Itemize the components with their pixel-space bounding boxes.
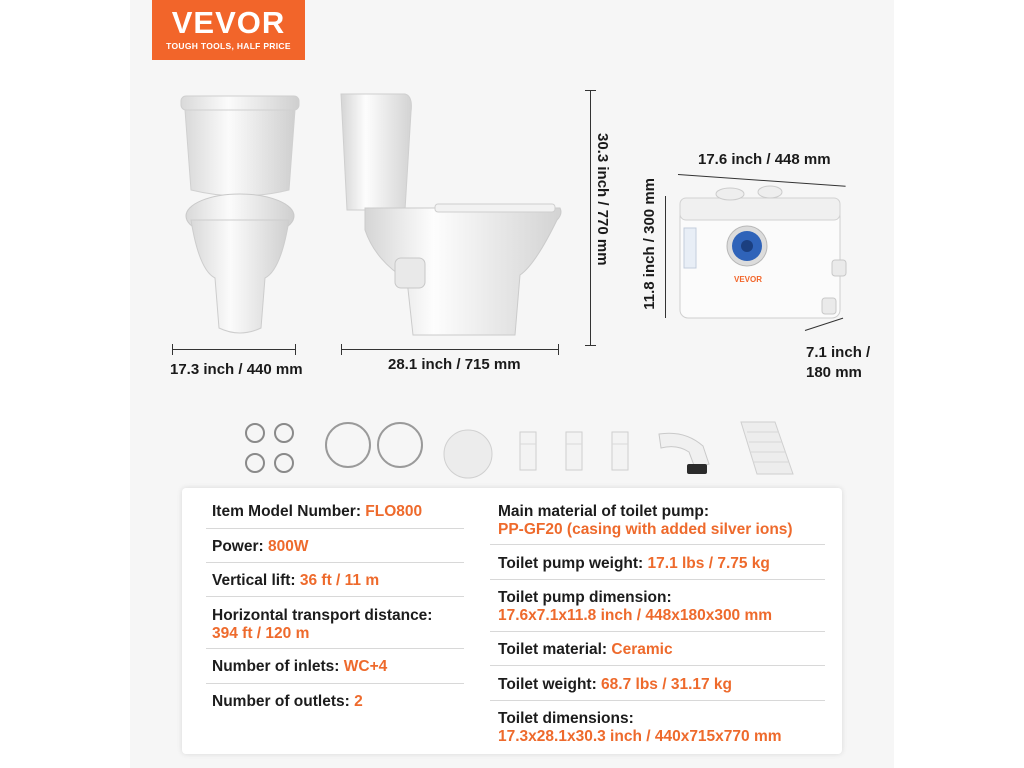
spec-value: WC+4 [343,658,388,675]
divider [490,544,825,545]
spec-label: Horizontal transport distance: [212,607,433,624]
brand-name: VEVOR [171,5,286,40]
spec-power [212,538,308,556]
pipe-adapters-image [512,430,642,474]
side-depth-tick-left [341,344,342,355]
flexible-hose-image [735,416,797,478]
spec-pump-material [498,503,793,539]
brand-tagline: TOUGH TOOLS, HALF PRICE [166,41,291,51]
divider [206,648,464,649]
spec-value: PP-GF20 (casing with added silver ions) [498,521,793,538]
divider [206,596,464,597]
spec-label: Number of outlets: [212,693,355,710]
spec-label: Number of inlets: [212,658,344,675]
spec-inlets [212,658,387,676]
spec-horizontal-distance [212,607,432,643]
hose-clamps-large-image [320,418,430,473]
spec-label: Toilet weight: [498,676,602,693]
hose-clamps-small-image [240,418,300,478]
toilet-front-image [175,90,305,345]
elbow-connector-image [655,420,717,480]
spec-label: Toilet dimensions: [498,710,634,727]
spec-value: 68.7 lbs / 31.17 kg [601,676,733,693]
toilet-side-image [335,90,565,345]
side-depth-label: 28.1 inch / 715 mm [388,356,521,373]
side-depth-tick-right [558,344,559,355]
divider [490,665,825,666]
spec-toilet-material [498,641,673,659]
toilet-height-label: 30.3 inch / 770 mm [594,133,611,266]
sealing-disc-image [442,428,494,480]
pump-width-label-line1: 7.1 inch / [806,344,871,361]
spec-value: 17.3x28.1x30.3 inch / 440x715x770 mm [498,728,782,745]
spec-vertical-lift [212,572,379,590]
pump-height-line [665,196,666,318]
front-width-tick-right [295,344,296,355]
spec-toilet-weight [498,676,732,694]
spec-model-number [212,503,422,521]
divider [490,631,825,632]
spec-label: Vertical lift: [212,572,300,589]
spec-pump-dimension [498,589,772,625]
pump-brand-label: VEVOR [734,275,763,284]
spec-value: FLO800 [365,503,423,520]
spec-value: 36 ft / 11 m [299,572,380,589]
front-width-line [172,349,296,350]
divider [206,683,464,684]
pump-width-label-line2: 180 mm [806,364,862,381]
spec-toilet-dimensions [498,710,782,746]
spec-value: 800W [267,538,309,555]
side-depth-line [341,349,559,350]
pump-length-label: 17.6 inch / 448 mm [698,151,831,168]
toilet-height-tick-top [585,90,596,91]
spec-value: 394 ft / 120 m [212,625,310,642]
spec-label: Toilet pump dimension: [498,589,672,606]
spec-value: 2 [354,693,363,710]
spec-label: Main material of toilet pump: [498,503,709,520]
spec-label: Power: [212,538,268,555]
spec-pump-weight [498,555,770,573]
divider [490,700,825,701]
pump-height-label: 11.8 inch / 300 mm [641,178,658,310]
divider [206,562,464,563]
divider [490,579,825,580]
spec-value: Ceramic [611,641,673,658]
front-width-label: 17.3 inch / 440 mm [170,361,303,378]
front-width-tick-left [172,344,173,355]
spec-label: Toilet pump weight: [498,555,648,572]
vevor-logo [152,0,305,60]
toilet-height-tick-bottom [585,345,596,346]
spec-value: 17.6x7.1x11.8 inch / 448x180x300 mm [498,607,773,624]
macerator-pump-image [672,180,852,330]
spec-value: 17.1 lbs / 7.75 kg [647,555,770,572]
divider [206,528,464,529]
toilet-height-line [590,90,591,346]
spec-label: Toilet material: [498,641,612,658]
spec-label: Item Model Number: [212,503,366,520]
spec-outlets [212,693,363,711]
